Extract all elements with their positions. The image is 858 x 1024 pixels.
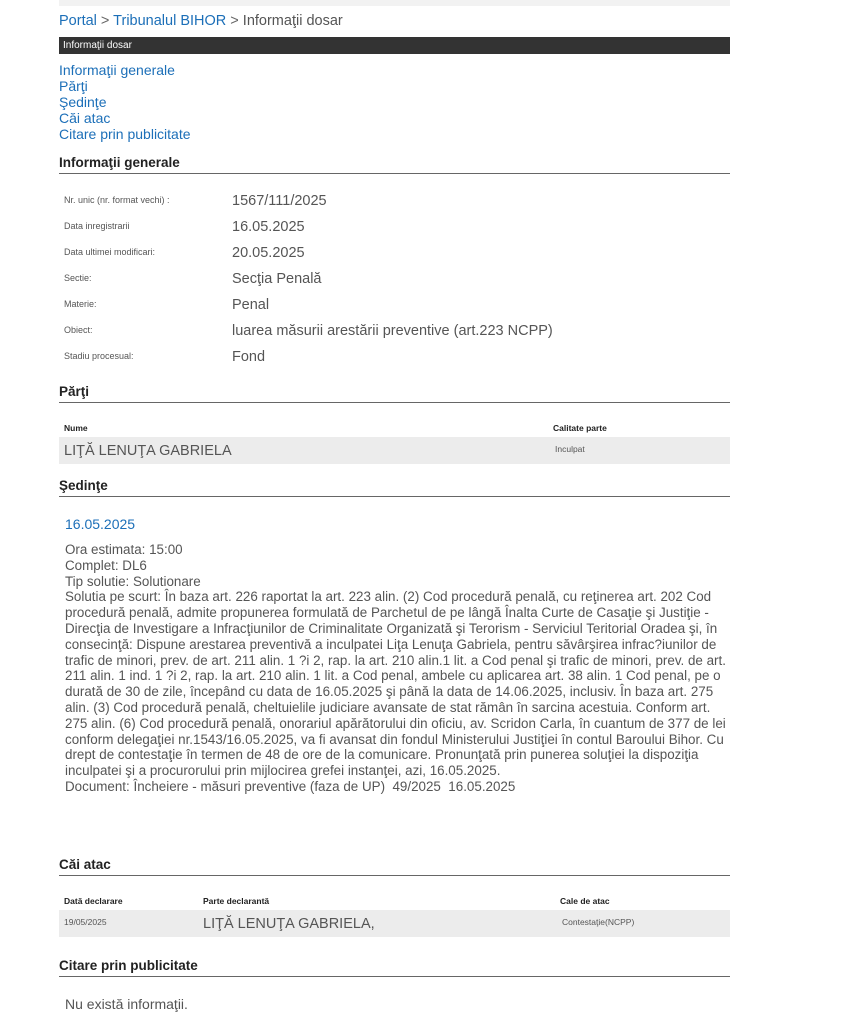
appeal-party: LIŢĂ LENUŢA GABRIELA, (203, 916, 375, 932)
breadcrumb-current: Informaţii dosar (242, 13, 343, 29)
info-value: 20.05.2025 (232, 245, 305, 261)
hearing-solution-summary: Solutia pe scurt: În baza art. 226 raportat la art. 223 alin. (2) Cod procedură penală, cu reţinerea art. 202 Cod procedură penală, admite propunerea formulată de Parchetul de pe lângă Înalta Curte de Casaţie şi Justiţie - Direcţia de Investigare a Infracţiunilor de Criminalitate Organizată şi Terorism - Serviciul Teritorial Oradea şi, în consecinţă: Dispune arestarea preventivă a inculpatei Liţa Lenuţa Gabriela, pentru săvârşirea infrac?iunilor de trafic de minori, prev. de art. 211 alin. 1 ?i 2, rap. la art. 210 alin.1 lit. a Cod penal şi trafic de minori, prev. de art. 211 alin. 1 ind. 1 ?i 2, rap. la art. 210 alin. 1 lit. a Cod penal, ambele cu aplicarea art. 38 alin. 1 Cod penal, pe o durată de 30 de zile, începând cu data de 16.05.2025 şi până la data de 14.06.2025, inclusiv. În baza art. 275 alin. (3) Cod procedură penală, cheltuielile judiciare avansate de stat rămân în sarcina acestuia. Conform art. 275 alin. (6) Cod procedură penală, onorariul apărătorului din oficiu, av. Scridon Carla, în cuantum de 377 de lei conform delegaţiei nr.1543/16.05.2025, va fi avansat din fondul Ministerului Justiţiei în contul Baroului Bihor. Cu drept de contestaţie în termen de 48 de ore de la comunicare. Pronunţată prin punerea soluţiei la dispoziţia inculpatei şi a procurorului prin mijlocirea grefei instanţei, azi, 16.05.2025. (65, 589, 730, 779)
info-label: Sectie: (64, 273, 92, 283)
nav-link-citare[interactable]: Citare prin publicitate (59, 126, 191, 142)
empty-state-message: Nu există informaţii. (65, 996, 188, 1012)
appeal-type: Contestaţie(NCPP) (562, 917, 635, 927)
column-header-name: Nume (64, 423, 88, 433)
section-title-general: Informaţii generale (59, 155, 730, 174)
column-header-date: Dată declarare (64, 896, 123, 906)
info-value: 16.05.2025 (232, 219, 305, 235)
top-strip (59, 0, 730, 6)
column-header-party: Parte declarantă (203, 896, 270, 906)
breadcrumb (59, 13, 343, 29)
party-role: Inculpat (555, 444, 585, 454)
hearing-panel: Complet: DL6 (65, 557, 147, 573)
breadcrumb-court-link[interactable]: Tribunalul BIHOR (113, 13, 227, 29)
nav-link-general[interactable]: Informaţii generale (59, 62, 175, 78)
info-value: 1567/111/2025 (232, 193, 327, 209)
info-row (59, 273, 730, 299)
hearing-solution-type: Tip solutie: Solutionare (65, 573, 201, 589)
breadcrumb-separator: > (100, 13, 110, 29)
table-row (59, 910, 730, 937)
nav-link-sedinte[interactable]: Şedinţe (59, 94, 107, 110)
section-title-citare: Citare prin publicitate (59, 958, 730, 977)
column-header-appeal-type: Cale de atac (560, 896, 610, 906)
info-row (59, 351, 730, 377)
info-row (59, 221, 730, 247)
hearing-time: Ora estimata: 15:00 (65, 542, 183, 557)
nav-link-cai-atac[interactable]: Căi atac (59, 110, 111, 126)
nav-link-parti[interactable]: Părţi (59, 78, 88, 94)
party-name: LIŢĂ LENUŢA GABRIELA (64, 443, 232, 459)
section-title-parti: Părţi (59, 384, 730, 403)
breadcrumb-portal-link[interactable]: Portal (59, 13, 97, 29)
hearing-date: 16.05.2025 (65, 516, 136, 532)
info-row (59, 195, 730, 221)
table-row (59, 437, 730, 464)
info-label: Stadiu procesual: (64, 351, 134, 361)
section-title-sedinte: Şedinţe (59, 478, 730, 497)
info-label: Nr. unic (nr. format vechi) : (64, 195, 170, 205)
info-label: Data ultimei modificari: (64, 247, 156, 257)
info-value: Secţia Penală (232, 271, 322, 287)
appeal-date: 19/05/2025 (64, 917, 107, 927)
info-value: Fond (232, 349, 266, 365)
hearing-details (65, 542, 735, 795)
case-header-bar: Informaţii dosar (59, 37, 730, 54)
info-label: Data inregistrarii (64, 221, 130, 231)
info-value: Penal (232, 297, 270, 313)
breadcrumb-separator: > (230, 13, 239, 29)
column-header-role: Calitate parte (553, 423, 607, 433)
info-row (59, 299, 730, 325)
section-nav (59, 62, 191, 142)
hearing-document: Document: Încheiere - măsuri preventive (faza de UP) 49/2025 16.05.2025 (65, 778, 516, 794)
info-row (59, 247, 730, 273)
info-value: luarea măsurii arestării preventive (art.223 NCPP) (232, 323, 553, 339)
info-row (59, 325, 730, 351)
info-label: Obiect: (64, 325, 93, 335)
section-title-cai-atac: Căi atac (59, 857, 730, 876)
info-label: Materie: (64, 299, 97, 309)
